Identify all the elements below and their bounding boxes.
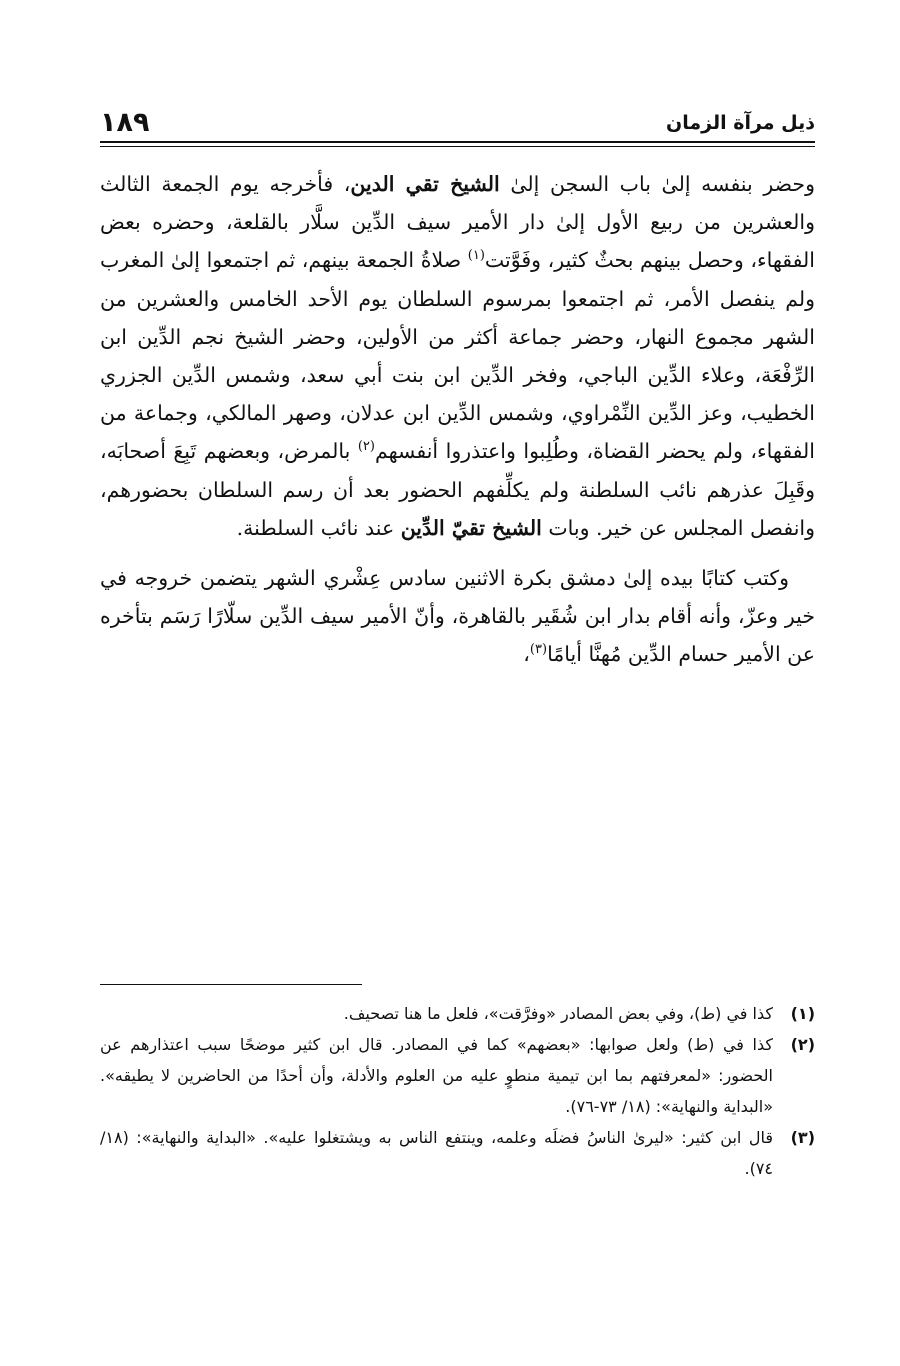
bold-name: الشيخ تقي الدين xyxy=(350,172,500,196)
page-number: ١٨٩ xyxy=(100,107,150,138)
header-rule-thick xyxy=(100,141,815,143)
running-head xyxy=(100,100,815,140)
text-run: وكتب كتابًا بيده إلىٰ دمشق بكرة الاثنين سادس عِشْري الشهر يتضمن خروجه في خير وعزّ، وأنه أقام بدار ابن شُقَير بالقاهرة، وأنّ الأمير سيف الدِّين سلّارًا رَسَم بتأخره عن الأمير حسام الدِّين مُهنَّا أيامًا xyxy=(100,566,815,667)
footnote-number: (٢) xyxy=(790,1035,815,1054)
header-rule-thin xyxy=(100,146,815,147)
footnote-text: كذا في (ط)، وفي بعض المصادر «وفرَّقت»، فلعل ما هنا تصحيف. xyxy=(343,1004,773,1023)
footnote xyxy=(100,1029,815,1122)
footnote xyxy=(100,998,815,1029)
book-page xyxy=(100,100,815,1280)
footnote-text: قال ابن كثير: «ليرىٰ الناسُ فضلَه وعلمه، وينتفع الناس به ويشتغلوا عليه». «البداية والنهاية»: (١٨/ ٧٤). xyxy=(100,1128,773,1178)
footnote-number: (٣) xyxy=(790,1128,815,1147)
footnote-marker: (١) xyxy=(467,248,485,264)
text-run: وحضر بنفسه إلىٰ باب السجن إلىٰ xyxy=(499,172,815,196)
paragraph xyxy=(100,165,815,547)
footnote-marker: (٢) xyxy=(357,439,375,455)
footnote-text: كذا في (ط) ولعل صوابها: «بعضهم» كما في المصادر. قال ابن كثير موضحًا سبب اعتذارهم عن الحضور: «لمعرفتهم بما ابن تيمية منطوٍ عليه من العلوم والأدلة، وأن أحدًا من الحاضرين لا يطيقه». «البداية والنهاية»: (١٨/ ٧٣-٧٦). xyxy=(100,1035,773,1116)
footnote xyxy=(100,1122,815,1184)
text-run: ، فأخرجه يوم الجمعة الثالث والعشرين من ربيع الأول إلىٰ دار الأمير سيف الدِّين سلَّار بالقلعة، وحضره بعض الفقهاء، وحصل بينهم بحثٌ كثير، وفَوَّتت xyxy=(100,172,815,273)
footnotes xyxy=(100,998,815,1184)
text-run: بالمرض، وبعضهم تَبِعَ أصحابَه، وقَبِلَ عذرهم نائب السلطنة ولم يكلِّفهم الحضور بعد أن رسم السلطان بحضورهم، وانفصل المجلس عن خير. وبات xyxy=(100,439,815,540)
text-run: عند نائب السلطنة. xyxy=(236,515,401,540)
main-text xyxy=(100,165,815,674)
text-run: ، xyxy=(523,642,530,667)
paragraph xyxy=(100,559,815,674)
book-title: ذيل مرآة الزمان xyxy=(666,112,815,134)
footnote-separator xyxy=(100,984,362,985)
footnote-marker: (٣) xyxy=(529,642,548,658)
bold-name: الشيخ تقيّ الدِّين xyxy=(400,515,542,540)
text-run: صلاةُ الجمعة بينهم، ثم اجتمعوا إلىٰ المغرب ولم ينفصل الأمر، ثم اجتمعوا بمرسوم السلطان يوم الأحد الخامس والعشرين من الشهر مجموع النهار، وحضر جماعة أكثر من الأولين، وحضر الشيخ نجم الدِّين ابن الرِّفْعَة، وعلاء الدِّين الباجي، وفخر الدِّين ابن بنت أبي سعد، وشمس الدِّين الجزري الخطيب، وعز الدِّين النِّمْراوي، وشمس الدِّين ابن عدلان، وصهر المالكي، وجماعة من الفقهاء، ولم يحضر القضاة، وطُلِبوا واعتذروا أنفسهم xyxy=(100,248,815,464)
footnote-number: (١) xyxy=(790,1004,815,1023)
